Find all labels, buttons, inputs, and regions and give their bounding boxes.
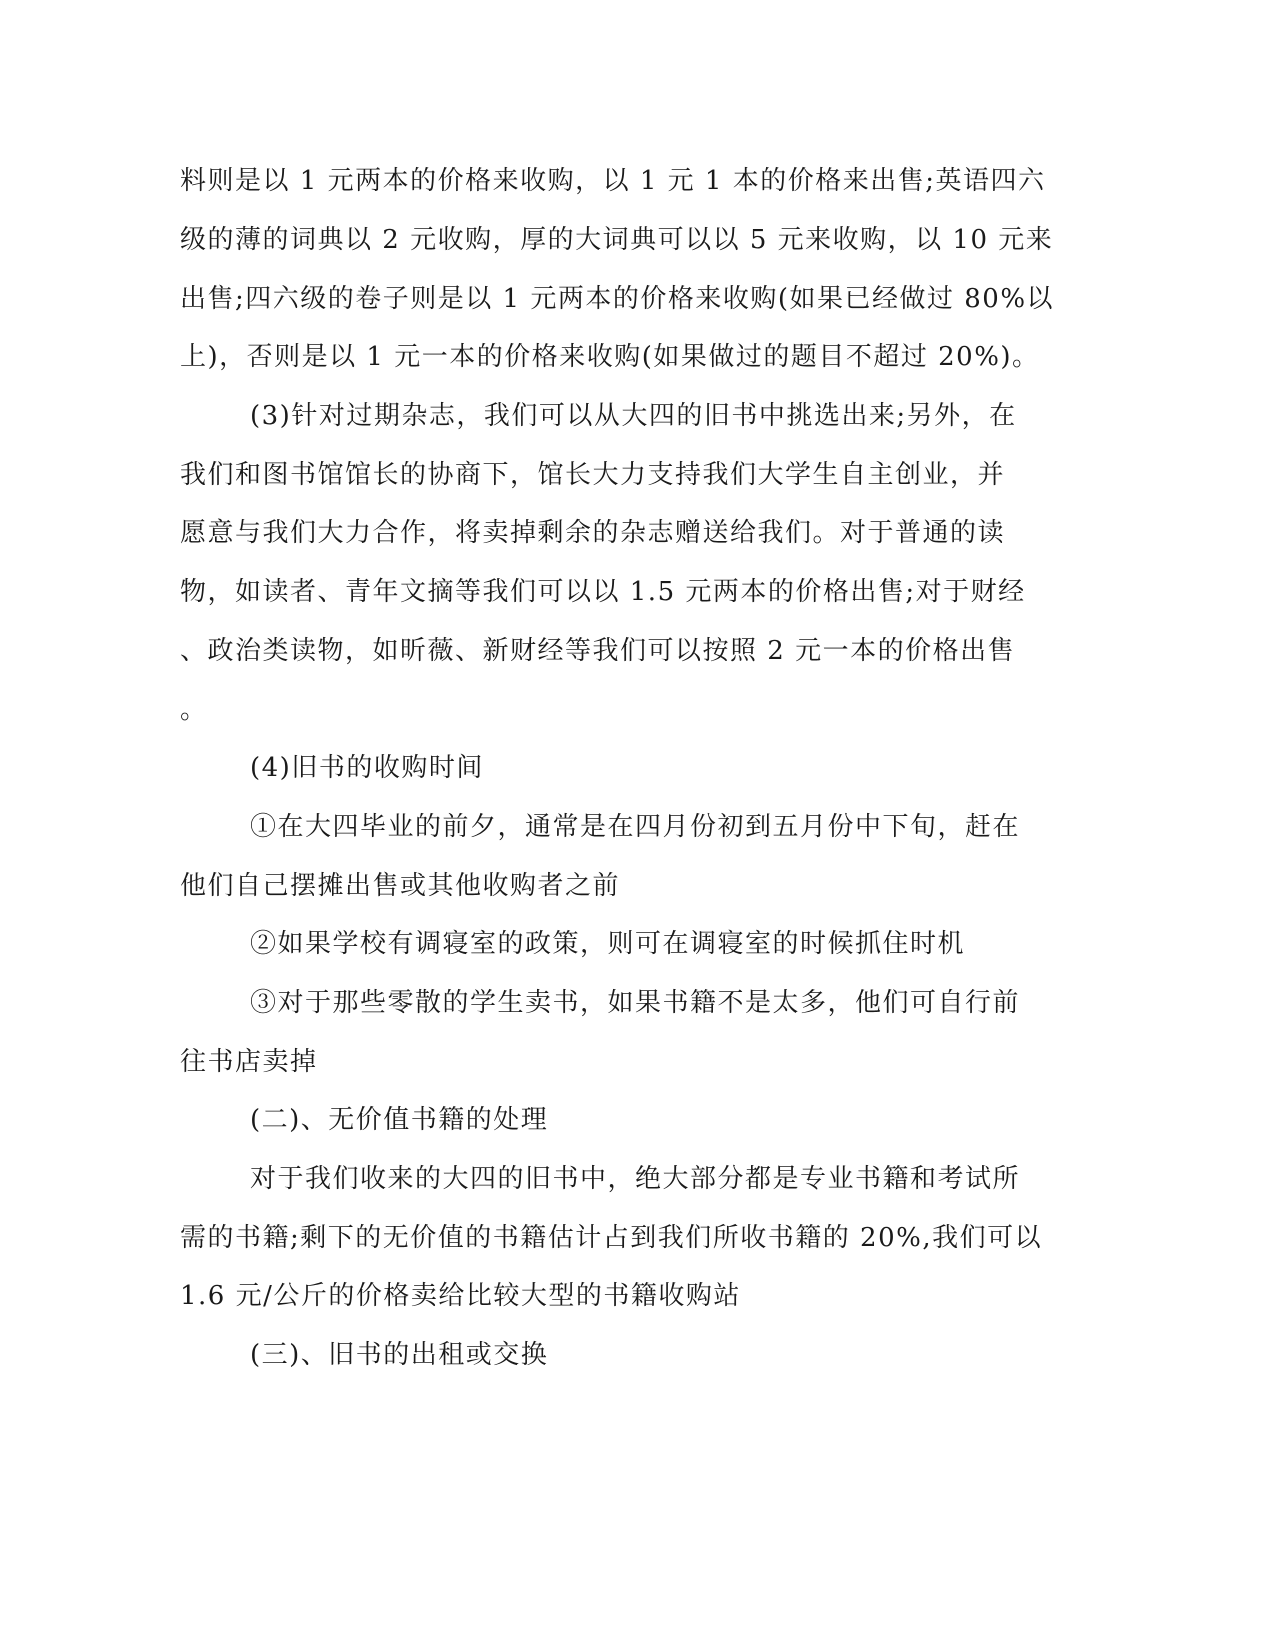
text-line: 我们和图书馆馆长的协商下，馆长大力支持我们大学生自主创业，并 — [180, 460, 1006, 490]
text-line: 他们自己摆摊出售或其他收购者之前 — [180, 871, 621, 901]
section-heading: (三)、旧书的出租或交换 — [250, 1340, 549, 1370]
list-item: ②如果学校有调寝室的政策，则可在调寝室的时候抓住时机 — [250, 929, 966, 959]
text-line: 。 — [180, 695, 208, 725]
text-line: 物，如读者、青年文摘等我们可以以 1.5 元两本的价格出售;对于财经 — [180, 577, 1026, 607]
section-heading: (二)、无价值书籍的处理 — [250, 1105, 549, 1135]
text-line: 愿意与我们大力合作，将卖掉剩余的杂志赠送给我们。对于普通的读 — [180, 518, 1006, 548]
text-line: 、政治类读物，如昕薇、新财经等我们可以按照 2 元一本的价格出售 — [180, 636, 1016, 666]
list-item: ①在大四毕业的前夕，通常是在四月份初到五月份中下旬，赶在 — [250, 812, 1021, 842]
text-line: 级的薄的词典以 2 元收购，厚的大词典可以以 5 元来收购，以 10 元来 — [180, 225, 1054, 255]
text-line: 料则是以 1 元两本的价格来收购，以 1 元 1 本的价格来出售;英语四六 — [180, 166, 1046, 196]
text-line: 往书店卖掉 — [180, 1047, 318, 1077]
text-line: 需的书籍;剩下的无价值的书籍估计占到我们所收书籍的 20%,我们可以 — [180, 1223, 1043, 1253]
list-item: ③对于那些零散的学生卖书，如果书籍不是太多，他们可自行前 — [250, 988, 1021, 1018]
section-heading: (4)旧书的收购时间 — [250, 753, 484, 783]
text-line: 上)，否则是以 1 元一本的价格来收购(如果做过的题目不超过 20%)。 — [180, 342, 1040, 372]
paragraph-start-line: (3)针对过期杂志，我们可以从大四的旧书中挑选出来;另外，在 — [250, 401, 1017, 431]
paragraph-start-line: 对于我们收来的大四的旧书中，绝大部分都是专业书籍和考试所 — [250, 1164, 1021, 1194]
text-line: 1.6 元/公斤的价格卖给比较大型的书籍收购站 — [180, 1281, 741, 1311]
text-line: 出售;四六级的卷子则是以 1 元两本的价格来收购(如果已经做过 80%以 — [180, 284, 1055, 314]
